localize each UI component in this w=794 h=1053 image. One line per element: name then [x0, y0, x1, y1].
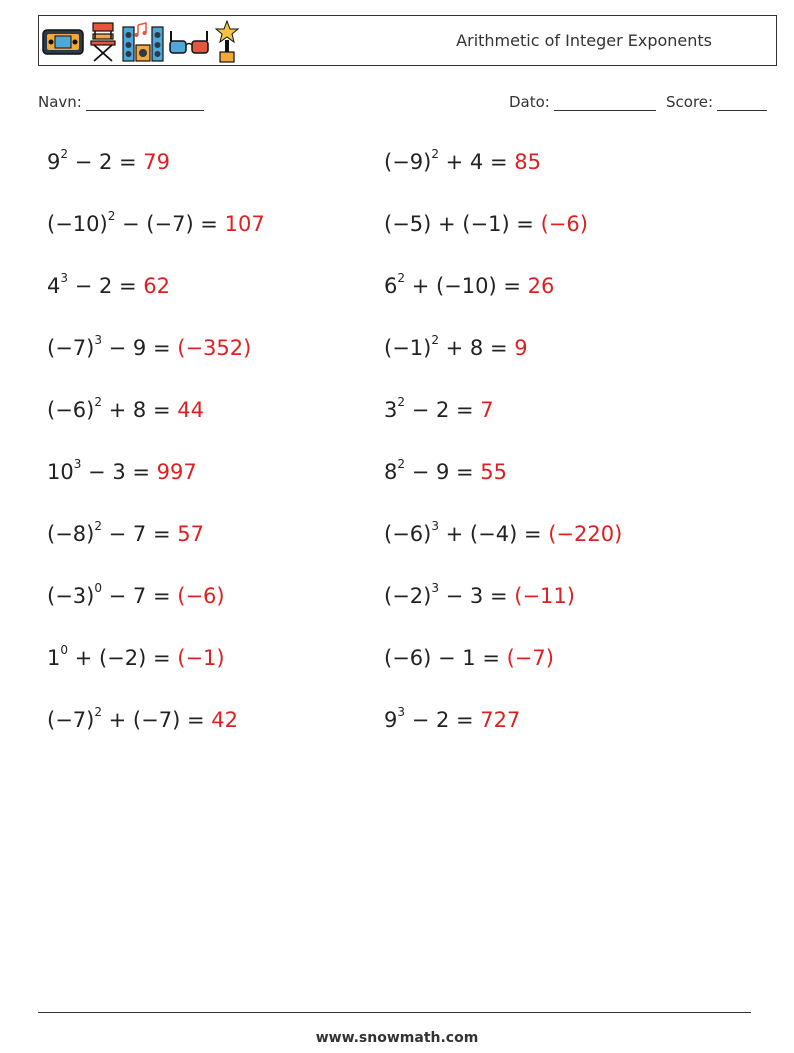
problem-base: (−6) − 1 =	[384, 646, 507, 670]
problem-exponent: 2	[94, 519, 102, 533]
problem-item	[47, 457, 197, 487]
name-field	[38, 93, 204, 111]
problem-item	[47, 209, 265, 239]
problem-answer: 9	[514, 336, 528, 360]
problem-base: 10	[47, 460, 74, 484]
problem-operation: − 3 =	[81, 460, 157, 484]
problem-base: 4	[47, 274, 61, 298]
header-icons	[42, 20, 240, 64]
footer-divider	[38, 1012, 751, 1013]
problem-operation: − 2 =	[68, 150, 144, 174]
problem-answer: (−6)	[177, 584, 225, 608]
problem-answer: 85	[514, 150, 541, 174]
problem-item	[384, 705, 520, 735]
problem-answer: 26	[527, 274, 555, 298]
problem-exponent: 3	[397, 705, 406, 719]
problem-base: (−9)	[384, 150, 432, 174]
vhs-tape-icon	[42, 28, 84, 56]
problem-operation: + (−2) =	[68, 646, 178, 670]
problem-base: 9	[384, 708, 398, 732]
problem-operation: − 9 =	[405, 460, 481, 484]
problem-exponent: 2	[431, 333, 439, 347]
date-blank	[554, 94, 656, 111]
problem-item	[384, 333, 528, 363]
problem-exponent: 2	[397, 395, 406, 409]
problem-base: 1	[47, 646, 61, 670]
problem-base: 6	[384, 274, 398, 298]
problem-exponent: 2	[94, 395, 102, 409]
problem-exponent: 3	[60, 271, 69, 285]
problem-answer: (−1)	[177, 646, 225, 670]
director-chair-icon	[88, 21, 118, 63]
problem-base: (−6)	[47, 398, 95, 422]
problem-base: 9	[47, 150, 61, 174]
problem-answer: 44	[177, 398, 204, 422]
problem-exponent: 3	[94, 333, 102, 347]
problem-item	[384, 395, 494, 425]
problem-operation: + 4 =	[438, 150, 515, 174]
problem-answer: 62	[143, 274, 171, 298]
problem-base: 3	[384, 398, 398, 422]
problem-answer: (−352)	[177, 336, 252, 360]
footer-url: www.snowmath.com	[315, 1030, 479, 1046]
problem-exponent: 0	[94, 581, 102, 595]
problem-operation: − 3 =	[438, 584, 515, 608]
problem-item	[384, 643, 554, 673]
date-label: Dato:	[509, 93, 550, 111]
problem-item	[384, 147, 541, 177]
problem-answer: 55	[480, 460, 508, 484]
problem-operation: − 7 =	[101, 522, 178, 546]
problem-base: (−1)	[384, 336, 432, 360]
problem-exponent: 3	[431, 519, 439, 533]
problem-item	[47, 271, 170, 301]
problem-answer: 727	[480, 708, 521, 732]
problem-operation: − 2 =	[405, 708, 481, 732]
problem-answer: 997	[156, 460, 197, 484]
problem-answer: (−220)	[548, 522, 623, 546]
date-field	[509, 93, 656, 111]
3d-glasses-icon	[168, 27, 210, 57]
problem-base: (−3)	[47, 584, 95, 608]
problem-exponent: 3	[431, 581, 439, 595]
problem-answer: 79	[143, 150, 171, 174]
problem-item	[384, 581, 575, 611]
problem-base: (−8)	[47, 522, 95, 546]
problem-operation: − 2 =	[68, 274, 144, 298]
worksheet-header	[38, 15, 777, 66]
problem-exponent: 0	[60, 643, 69, 657]
problem-item	[47, 519, 204, 549]
problem-item	[384, 457, 507, 487]
problem-answer: (−11)	[514, 584, 575, 608]
problem-exponent: 3	[73, 457, 82, 471]
problem-exponent: 2	[397, 271, 406, 285]
problem-base: (−10)	[47, 212, 108, 236]
problem-answer: 42	[211, 708, 238, 732]
problem-base: (−7)	[47, 336, 95, 360]
problem-exponent: 2	[60, 147, 69, 161]
problem-base: (−2)	[384, 584, 432, 608]
problem-exponent: 2	[397, 457, 406, 471]
problem-operation: − (−7) =	[115, 212, 225, 236]
name-blank	[86, 94, 204, 111]
problem-base: (−6)	[384, 522, 432, 546]
problem-exponent: 2	[107, 209, 116, 223]
problem-operation: − 9 =	[101, 336, 178, 360]
problem-answer: 107	[224, 212, 265, 236]
problem-item	[384, 271, 554, 301]
problem-base: 8	[384, 460, 398, 484]
problem-item	[47, 705, 238, 735]
problem-operation: + (−4) =	[438, 522, 549, 546]
problem-base: (−5) + (−1) =	[384, 212, 541, 236]
award-trophy-icon	[214, 20, 240, 64]
problem-item	[47, 643, 225, 673]
problem-operation: + (−7) =	[101, 708, 212, 732]
problem-base: (−7)	[47, 708, 95, 732]
score-blank	[717, 94, 767, 111]
problem-item	[47, 581, 225, 611]
problem-operation: − 7 =	[101, 584, 178, 608]
problem-operation: + 8 =	[438, 336, 515, 360]
problem-exponent: 2	[94, 705, 102, 719]
problem-operation: + 8 =	[101, 398, 178, 422]
problem-operation: + (−10) =	[405, 274, 528, 298]
problem-item	[47, 147, 170, 177]
score-label: Score:	[666, 93, 714, 111]
problem-answer: (−6)	[540, 212, 588, 236]
problem-item	[47, 395, 204, 425]
speakers-icon	[122, 21, 164, 63]
problem-operation: − 2 =	[405, 398, 481, 422]
problem-item	[384, 519, 622, 549]
name-label: Navn:	[38, 93, 82, 111]
problem-item	[47, 333, 251, 363]
worksheet-title: Arithmetic of Integer Exponents	[456, 31, 712, 50]
score-field	[666, 93, 767, 111]
problem-exponent: 2	[431, 147, 439, 161]
problem-item	[384, 209, 588, 239]
problem-answer: 57	[177, 522, 204, 546]
problem-answer: 7	[480, 398, 494, 422]
problem-answer: (−7)	[506, 646, 554, 670]
